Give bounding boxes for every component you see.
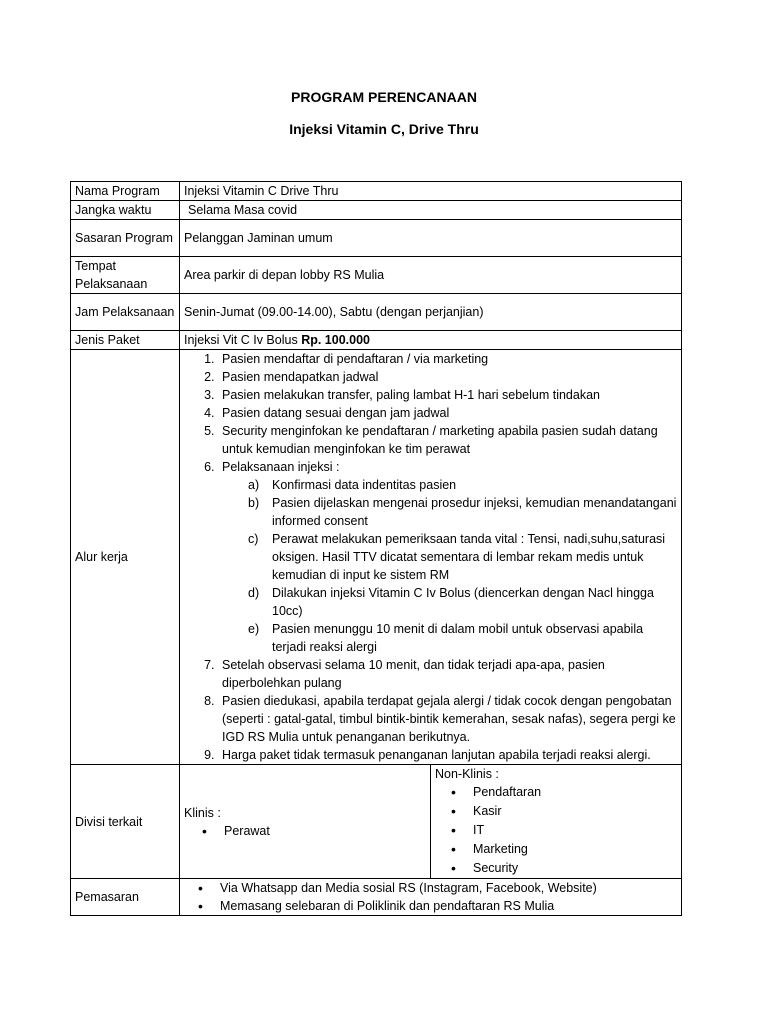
alur-step: 5. Security menginfokan ke pendaftaran / marketing apabila pasien sudah datang untuk kemudian menginfokan ke tim perawat [218, 422, 677, 458]
substep-text: Dilakukan injeksi Vitamin C Iv Bolus (diencerkan dengan Nacl hingga 10cc) [272, 586, 654, 618]
nonklinis-item: • Pendaftaran [473, 783, 677, 802]
alur-substeps-list [222, 476, 677, 656]
alur-step: 3. Pasien melakukan transfer, paling lambat H-1 hari sebelum tindakan [218, 386, 677, 404]
divisi-klinis [180, 765, 431, 878]
alur-substep [248, 584, 677, 620]
substep-mark: e) [248, 622, 260, 636]
pemasaran-item: • Via Whatsapp dan Media sosial RS (Instagram, Facebook, Website) [220, 879, 677, 897]
label-sasaran: Sasaran Program [71, 220, 180, 257]
value-jam: Senin-Jumat (09.00-14.00), Sabtu (dengan perjanjian) [180, 294, 682, 331]
substep-mark: c) [248, 532, 259, 546]
label-jam: Jam Pelaksanaan [71, 294, 180, 331]
label-jenis-paket: Jenis Paket [71, 331, 180, 350]
substep-mark: a) [248, 478, 260, 492]
value-nama-program: Injeksi Vitamin C Drive Thru [180, 182, 682, 201]
alur-step: 2. Pasien mendapatkan jadwal [218, 368, 677, 386]
alur-step: 9. Harga paket tidak termasuk penanganan lanjutan apabila terjadi reaksi alergi. [218, 746, 677, 764]
pemasaran-item: • Memasang selebaran di Poliklinik dan pendaftaran RS Mulia [220, 897, 677, 915]
alur-step-injeksi [218, 458, 677, 656]
row-nama-program [71, 182, 682, 201]
alur-substep [248, 620, 677, 656]
alur-step: 8. Pasien diedukasi, apabila terdapat gejala alergi / tidak cocok dengan pengobatan (seperti : gatal-gatal, timbul bintik-bintik kemerahan, sesak nafas), segera pergi ke IGD RS Mulia untuk penanganan berikutnya. [218, 692, 677, 746]
divisi-nonklinis [431, 765, 682, 878]
value-alur-kerja [180, 350, 682, 765]
nonklinis-item: • Marketing [473, 840, 677, 859]
row-divisi [71, 765, 682, 879]
alur-step: 7. Setelah observasi selama 10 menit, dan tidak terjadi apa-apa, pasien diperbolehkan pulang [218, 656, 677, 692]
value-sasaran: Pelanggan Jaminan umum [180, 220, 682, 257]
label-alur-kerja: Alur kerja [71, 350, 180, 765]
row-pemasaran [71, 879, 682, 916]
substep-text: Pasien menunggu 10 menit di dalam mobil untuk observasi apabila terjadi reaksi alergi [272, 622, 644, 654]
label-tempat: Tempat Pelaksanaan [71, 257, 180, 294]
substep-text: Konfirmasi data indentitas pasien [272, 478, 457, 492]
program-table [70, 181, 682, 916]
nonklinis-item: • Security [473, 859, 677, 878]
row-jenis-paket [71, 331, 682, 350]
alur-substep [248, 530, 677, 584]
nonklinis-item: • Kasir [473, 802, 677, 821]
klinis-title: Klinis : [184, 805, 221, 820]
label-nama-program: Nama Program [71, 182, 180, 201]
paket-price: Rp. 100.000 [301, 333, 370, 347]
row-jam [71, 294, 682, 331]
nonklinis-title: Non-Klinis : [435, 767, 499, 781]
nonklinis-list [435, 783, 677, 878]
alur-substep [248, 494, 677, 530]
substep-mark: b) [248, 496, 260, 510]
alur-step: 1. Pasien mendaftar di pendaftaran / via marketing [218, 350, 677, 368]
label-pemasaran: Pemasaran [71, 879, 180, 916]
klinis-item: • Perawat [224, 822, 426, 840]
document-title: PROGRAM PERENCANAAN [291, 89, 477, 105]
alur-step-text: Pelaksanaan injeksi : [222, 460, 340, 474]
alur-substep [248, 476, 677, 494]
value-jenis-paket [180, 331, 682, 350]
value-pemasaran [180, 879, 682, 916]
value-tempat: Area parkir di depan lobby RS Mulia [180, 257, 682, 294]
pemasaran-list [184, 879, 677, 915]
value-jangka-waktu: Selama Masa covid [180, 201, 682, 220]
substep-text: Pasien dijelaskan mengenai prosedur injeksi, kemudian menandatangani informed consent [272, 496, 677, 528]
alur-steps-list [184, 350, 677, 764]
paket-name: Injeksi Vit C Iv Bolus [184, 333, 302, 347]
substep-mark: d) [248, 586, 260, 600]
label-divisi: Divisi terkait [71, 765, 180, 879]
row-alur-kerja [71, 350, 682, 765]
klinis-list [184, 822, 426, 840]
document-subtitle: Injeksi Vitamin C, Drive Thru [289, 121, 479, 137]
nonklinis-item: • IT [473, 821, 677, 840]
substep-text: Perawat melakukan pemeriksaan tanda vital : Tensi, nadi,suhu,saturasi oksigen. Hasil TTV dicatat sementara di lembar rekam medis untuk kemudian di input ke sistem RM [272, 532, 666, 582]
label-jangka-waktu: Jangka waktu [71, 201, 180, 220]
row-jangka-waktu [71, 201, 682, 220]
value-divisi [180, 765, 682, 879]
row-tempat [71, 257, 682, 294]
row-sasaran [71, 220, 682, 257]
divisi-split [180, 765, 681, 878]
alur-step: 4. Pasien datang sesuai dengan jam jadwal [218, 404, 677, 422]
